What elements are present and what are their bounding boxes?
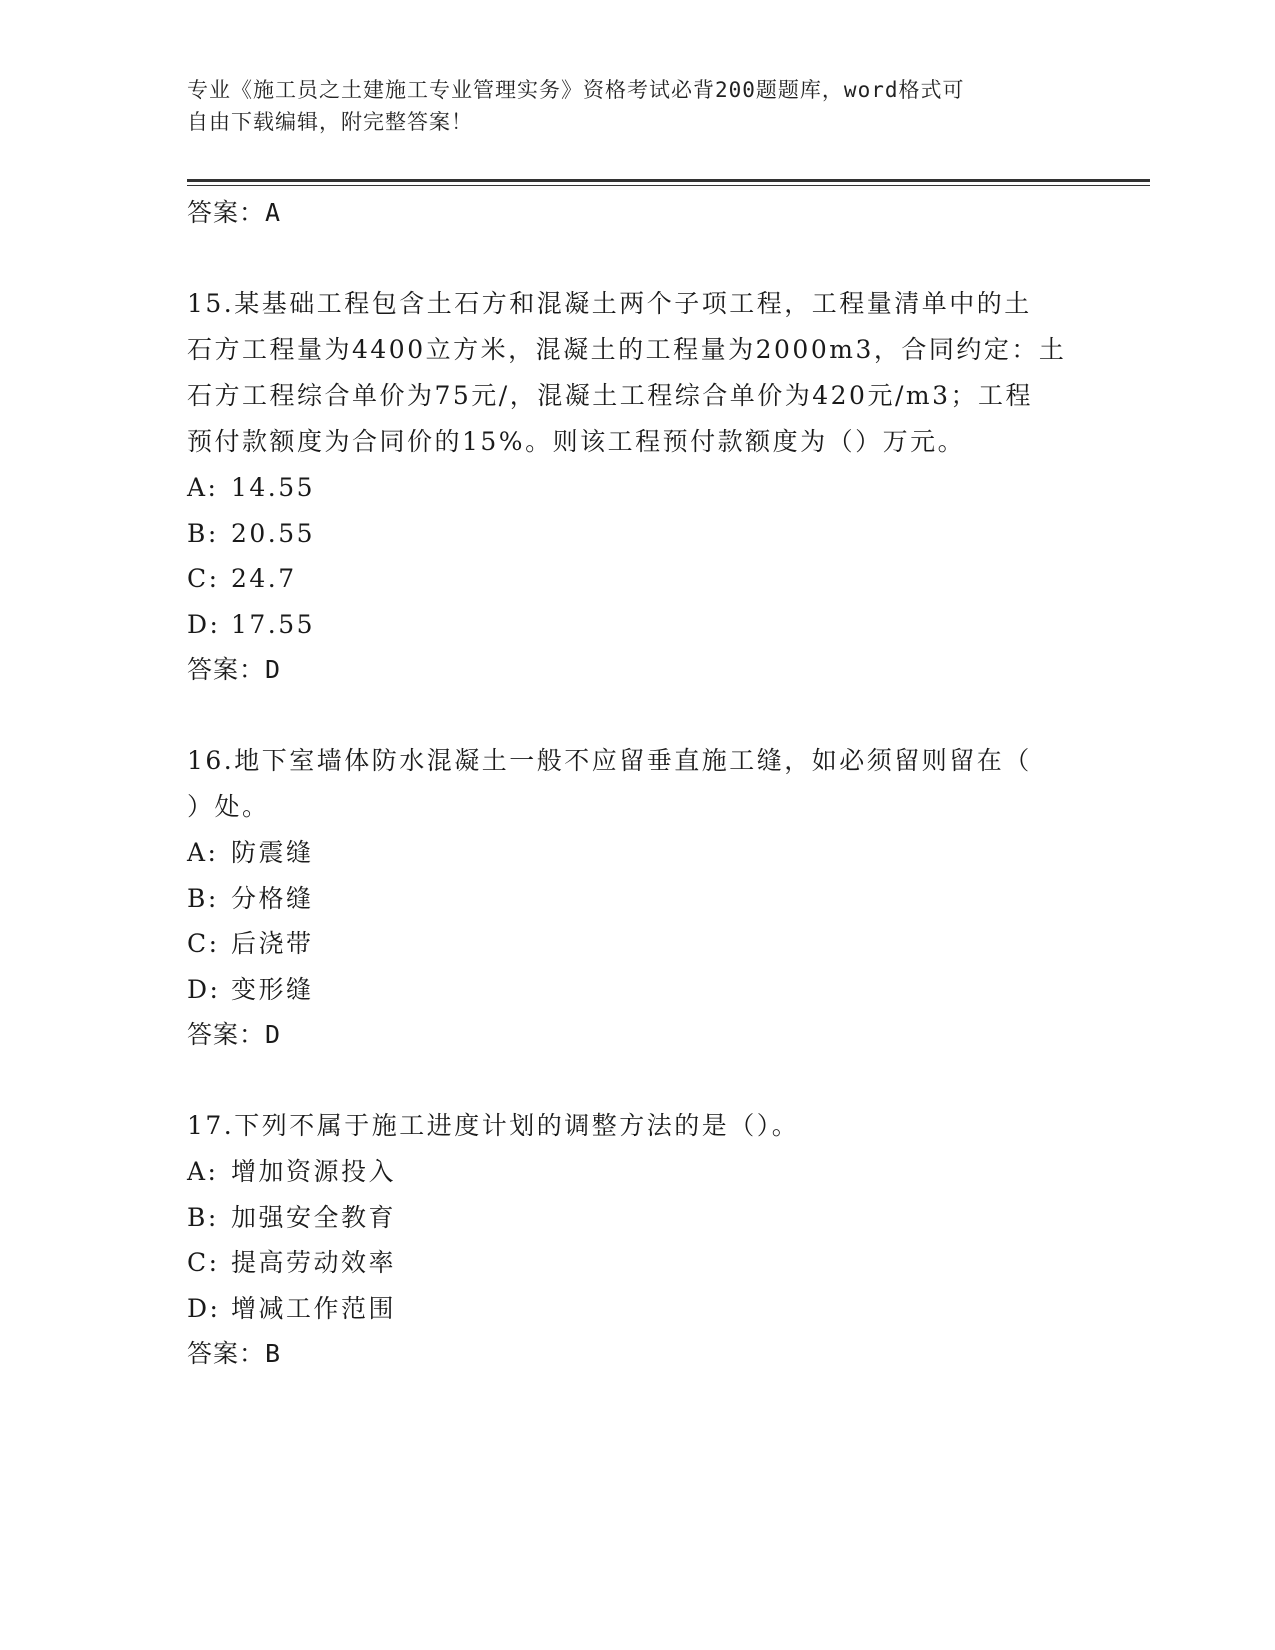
- option-text: 加强安全教育: [231, 1202, 397, 1232]
- option-text: 后浇带: [231, 929, 314, 958]
- question-block-17: [187, 1103, 1087, 1377]
- option-c: [187, 556, 1087, 602]
- spacer: [187, 236, 1087, 281]
- option-c: [187, 921, 1087, 967]
- option-label: B:: [187, 883, 219, 913]
- option-d: [187, 1286, 1087, 1332]
- option-a: [187, 830, 1087, 876]
- option-label: D:: [187, 1293, 221, 1323]
- document-body: [187, 190, 1087, 1377]
- option-label: A:: [187, 473, 219, 502]
- option-label: C:: [187, 564, 220, 593]
- header-divider-thin: [187, 185, 1150, 186]
- question-stem-line: 15.某基础工程包含土石方和混凝土两个子项工程，工程量清单中的土: [187, 289, 1032, 318]
- option-b: [187, 876, 1087, 922]
- option-a: [187, 1149, 1087, 1195]
- option-label: D:: [187, 609, 221, 639]
- spacer: [187, 1058, 1087, 1103]
- option-d: [187, 967, 1087, 1013]
- previous-question-answer: 答案：A: [187, 198, 282, 227]
- question-stem-line: 16.地下室墙体防水混凝土一般不应留垂直施工缝，如必须留则留在（: [187, 746, 1032, 775]
- option-label: B:: [187, 1202, 219, 1232]
- question-stem-line: 17.下列不属于施工进度计划的调整方法的是（）。: [187, 1111, 800, 1140]
- document-header: [187, 74, 1067, 138]
- spacer: [187, 693, 1087, 738]
- question-stem-line: ）处。: [187, 792, 270, 821]
- option-label: D:: [187, 974, 221, 1004]
- option-text: 增减工作范围: [231, 1293, 397, 1323]
- option-text: 17.55: [231, 609, 316, 639]
- option-text: 24.7: [231, 564, 297, 593]
- question-block-16: [187, 738, 1087, 1058]
- option-label: A:: [187, 1157, 219, 1186]
- option-text: 变形缝: [231, 974, 314, 1004]
- answer-line: 答案：D: [187, 1020, 282, 1049]
- option-d: [187, 602, 1087, 648]
- option-text: 防震缝: [231, 838, 314, 867]
- question-stem-line: 预付款额度为合同价的15%。则该工程预付款额度为（）万元。: [187, 427, 966, 456]
- header-title-line-1: 专业《施工员之土建施工专业管理实务》资格考试必背200题题库，word格式可: [187, 78, 965, 102]
- option-a: [187, 465, 1087, 511]
- question-block-15: [187, 281, 1087, 693]
- question-stem-line: 石方工程量为4400立方米，混凝土的工程量为2000m3，合同约定：土: [187, 335, 1067, 364]
- option-c: [187, 1240, 1087, 1286]
- option-b: [187, 1195, 1087, 1241]
- option-b: [187, 511, 1087, 557]
- answer-line: 答案：D: [187, 655, 282, 684]
- option-text: 提高劳动效率: [231, 1248, 397, 1277]
- header-divider-thick: [187, 179, 1150, 182]
- header-title-line-2: 自由下载编辑，附完整答案！: [187, 110, 473, 134]
- option-label: A:: [187, 838, 219, 867]
- question-stem-line: 石方工程综合单价为75元/，混凝土工程综合单价为420元/m3；工程: [187, 381, 1033, 410]
- option-text: 20.55: [231, 518, 316, 548]
- option-label: C:: [187, 1248, 220, 1277]
- option-text: 分格缝: [231, 883, 314, 913]
- answer-line: 答案：B: [187, 1339, 282, 1368]
- option-text: 14.55: [231, 473, 316, 502]
- option-label: B:: [187, 518, 219, 548]
- option-text: 增加资源投入: [231, 1157, 397, 1186]
- option-label: C:: [187, 929, 220, 958]
